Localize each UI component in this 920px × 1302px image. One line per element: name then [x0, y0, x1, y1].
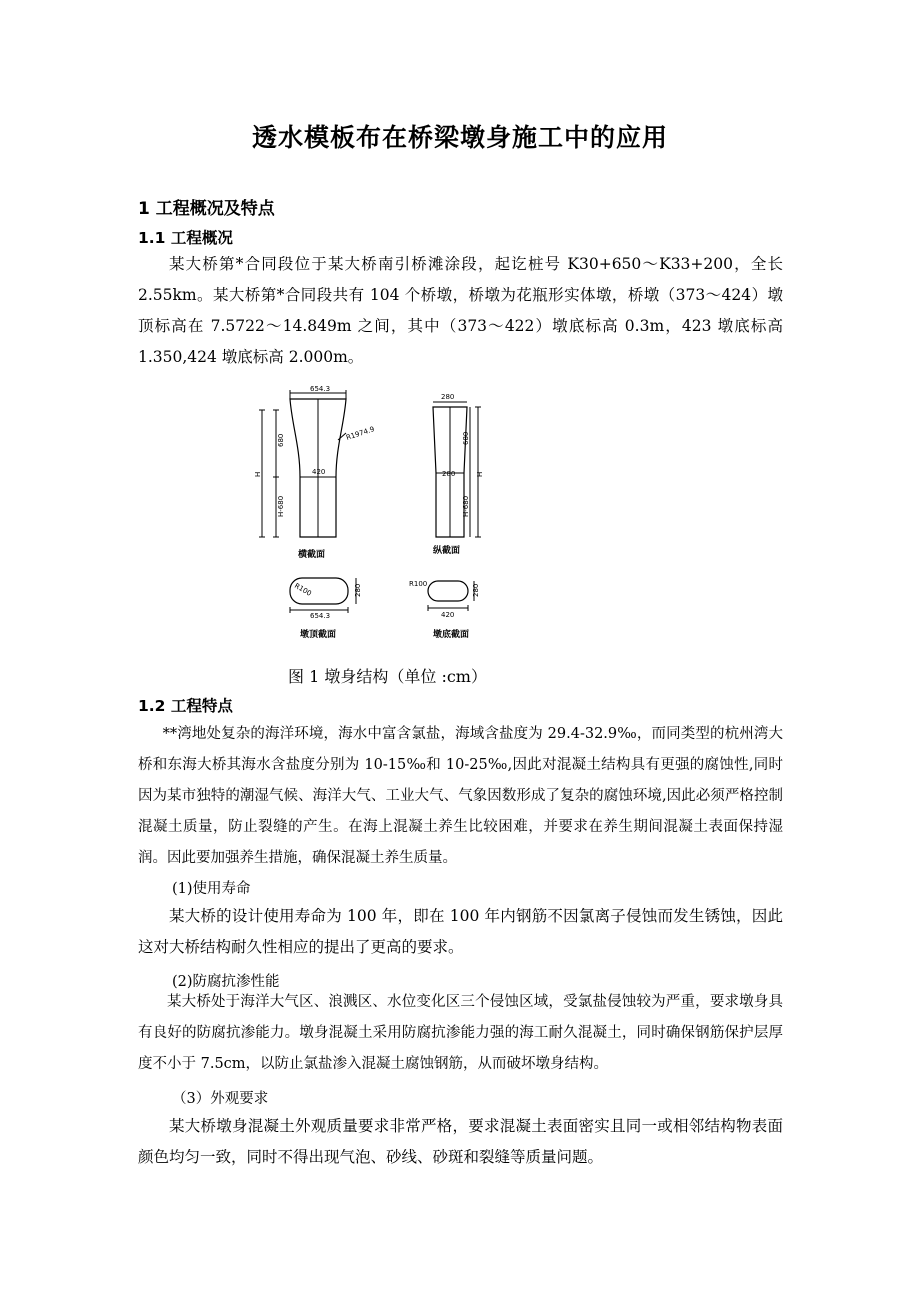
paragraph-appearance: 某大桥墩身混凝土外观质量要求非常严格，要求混凝土表面密实且同一或相邻结构物表面颜色均匀一致，同时不得出现气泡、砂线、砂斑和裂缝等质量问题。 [138, 1117, 783, 1166]
label-front-420: 420 [312, 468, 326, 476]
label-front-680: 680 [277, 433, 285, 447]
label-top-view: 墩顶截面 [300, 630, 337, 640]
label-side-mid: 280 [442, 470, 456, 478]
pier-drawing [248, 385, 508, 650]
item-heading-appearance: （3）外观要求 [172, 1091, 269, 1107]
paragraph-corrosion: 某大桥处于海洋大气区、浪溅区、水位变化区三个侵蚀区域，受氯盐侵蚀较为严重，要求墩身具有良好的防腐抗渗能力。墩身混凝土采用防腐抗渗能力强的海工耐久混凝土，同时确保钢筋保护层厚度不小于 7.5cm，以防止氯盐渗入混凝土腐蚀钢筋，从而破坏墩身结构。 [138, 994, 783, 1072]
label-bot-h: 280 [472, 583, 480, 597]
document-title: 透水模板布在桥梁墩身施工中的应用 [251, 123, 668, 152]
paragraph-features: **湾地处复杂的海洋环境，海水中富含氯盐，海域含盐度为 29.4-32.9‰，而同类型的杭州湾大桥和东海大桥其海水含盐度分别为 10-15‰和 10-25‰,因此对混凝土结构具有更强的腐蚀性,同时因为某市独特的潮湿气候、海洋大气、工业大气、气象因数形成了复杂的腐蚀环境,因此必须严格控制混凝土质量，防止裂缝的产生。在海上混凝土养生比较困难，并要求在养生期间混凝土表面保持湿润。因此要加强养生措施，确保混凝土养生质量。 [138, 726, 783, 866]
figure-caption: 图 1 墩身结构（单位 :cm） [288, 667, 487, 686]
section-heading-1: 1 工程概况及特点 [138, 199, 275, 219]
label-side-view: 纵截面 [433, 546, 461, 556]
figure-pier-structure [248, 385, 508, 650]
label-side-h: H [476, 471, 484, 477]
label-front-h680: H-680 [277, 495, 285, 517]
subsection-heading-1-2: 1.2 工程特点 [138, 697, 233, 715]
label-side-h680: H-680 [462, 495, 470, 517]
label-top-r: R100 [293, 581, 313, 598]
item-heading-service-life: (1)使用寿命 [172, 881, 251, 897]
label-top-h: 280 [354, 583, 362, 597]
label-side-width: 280 [441, 393, 455, 401]
paragraph-service-life: 某大桥的设计使用寿命为 100 年，即在 100 年内钢筋不因氯离子侵蚀而发生锈蚀，因此这对大桥结构耐久性相应的提出了更高的要求。 [138, 907, 783, 956]
label-front-width: 654.3 [310, 385, 331, 393]
label-front-h: H [254, 471, 262, 477]
item-heading-corrosion: (2)防腐抗渗性能 [172, 974, 280, 990]
label-bottom-view: 墩底截面 [433, 630, 470, 640]
label-top-w: 654.3 [310, 612, 331, 620]
label-front-radius: R1974.9 [345, 425, 376, 442]
label-front-view: 横截面 [298, 550, 326, 560]
label-bot-r: R100 [409, 580, 428, 588]
label-side-680: 680 [462, 431, 470, 445]
subsection-heading-1-1: 1.1 工程概况 [138, 229, 233, 247]
paragraph-overview: 某大桥第*合同段位于某大桥南引桥滩涂段，起讫桩号 K30+650～K33+200，全长 2.55km。某大桥第*合同段共有 104 个桥墩，桥墩为花瓶形实体墩，桥墩（373～424）墩顶标高在 7.5722～14.849m 之间，其中（373～422）墩底标高 0.3m，423 墩底标高 1.350,424 墩底标高 2.000m。 [138, 255, 783, 366]
label-bot-w: 420 [441, 611, 455, 619]
